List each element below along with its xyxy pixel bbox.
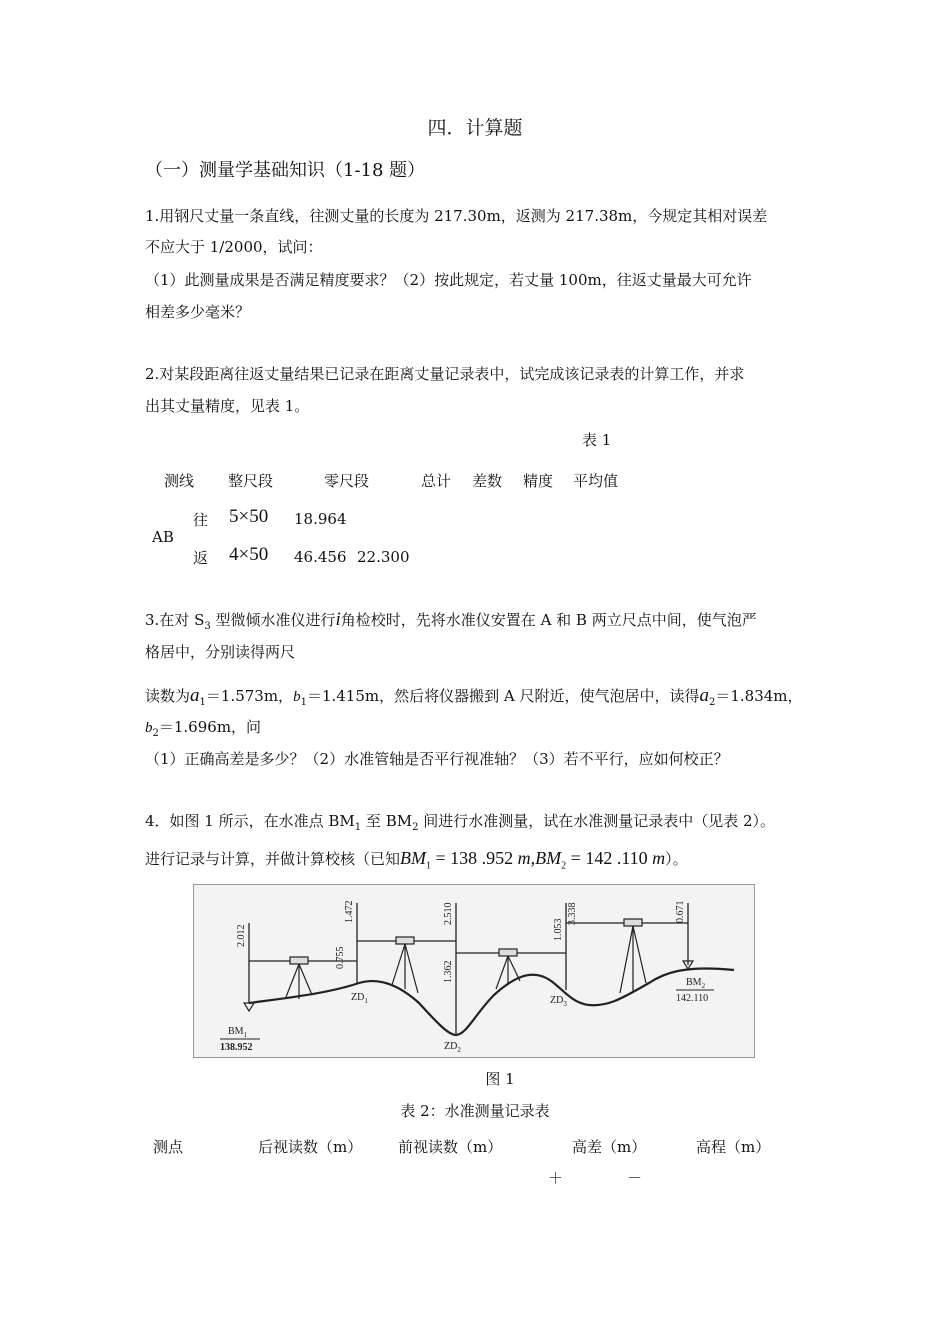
staff-reading: 0.755 — [335, 946, 346, 969]
table1-header-cell: 零尺段 — [324, 472, 370, 490]
table1-direction: 返 — [193, 549, 209, 567]
level-instrument-2 — [392, 937, 418, 993]
terrain-line — [249, 968, 734, 1035]
level-instrument-4 — [620, 919, 646, 993]
level-instrument-1 — [286, 957, 312, 999]
table1-line-name: AB — [152, 528, 174, 546]
zd3-label: $ZD_3$ — [550, 995, 567, 1008]
table1-header-cell: 整尺段 — [228, 472, 274, 490]
table2-header-cell: 高程（m） — [696, 1138, 771, 1156]
table1-part-length: 22.300 — [357, 548, 410, 566]
table1-whole-length: 4×50 — [229, 544, 269, 565]
table2-header-cell: 高差（m） — [572, 1138, 647, 1156]
zd2-label: $ZD_2$ — [444, 1041, 461, 1054]
staff-reading: 0.671 — [675, 900, 686, 923]
table1-caption: 表 1 — [582, 431, 612, 449]
staff-reading: 1.472 — [344, 900, 355, 923]
q3-line-5: （1）正确高差是多少？（2）水准管轴是否平行视准轴？（3）若不平行，应如何校正？ — [145, 750, 729, 768]
staff-reading: 2.012 — [236, 924, 247, 947]
page-title: 四．计算题 — [427, 117, 523, 139]
leveling-figure — [193, 884, 755, 1058]
q4-line-1: 4．如图 1 所示，在水准点 $BM_1$ 至 $BM_2$ 间进行水准测量，试在水准测量记录表中（见表 2）。 — [145, 812, 776, 833]
table1-direction: 往 — [193, 511, 209, 529]
q2-line-1: 2.对某段距离往返丈量结果已记录在距离丈量记录表中，试完成该记录表的计算工作，并求 — [145, 365, 745, 383]
zd1-label: $ZD_1$ — [351, 992, 368, 1005]
table2-header-cell: 前视读数（m） — [398, 1138, 503, 1156]
bm1-elevation: 138.952 — [220, 1042, 253, 1053]
table1-header-cell: 总计 — [421, 472, 452, 490]
staff-reading: 3.338 — [567, 902, 578, 925]
table1-header-cell: 差数 — [472, 472, 503, 490]
staff-reading: 1.362 — [443, 960, 454, 983]
staff-reading: 1.053 — [553, 918, 564, 941]
table2-caption: 表 2：水准测量记录表 — [400, 1102, 550, 1120]
table1-part-length: 46.456 — [294, 548, 347, 566]
bm1-label: $BM_1$ — [228, 1026, 248, 1039]
q3-line-2: 格居中，分别读得两尺 — [145, 643, 296, 661]
bm1-marker — [244, 1003, 254, 1011]
table1-header-cell: 精度 — [523, 472, 554, 490]
table1-whole-length: 5×50 — [229, 506, 269, 527]
q1-line-4: 相差多少毫米？ — [145, 303, 251, 321]
table1-header-cell: 测线 — [164, 472, 195, 490]
q4-formula: $BM_1 = 138$ .952 $m,BM_2 = 142$ .110 m — [400, 848, 666, 872]
q4-line-2: 进行记录与计算，并做计算校核（已知$BM_1 = 138$ .952 $m,BM_2 = 142$ .110 m）。 — [145, 848, 688, 872]
section-heading: （一）测量学基础知识（1-18 题） — [145, 160, 426, 181]
bm2-elevation: 142.110 — [676, 993, 709, 1004]
figure-caption: 图 1 — [485, 1070, 515, 1088]
q1-line-1: 1.用钢尺丈量一条直线，往测丈量的长度为 217.30m，返测为 217.38m，今规定其相对误差 — [145, 207, 768, 225]
q3-line-4: $b_2=1.696m$，问 — [145, 718, 262, 739]
q3-line-1: 3.在对 $S_3$ 型微倾水准仪进行i角检校时，先将水准仪安置在 A 和 B 两立尺点中间，使气泡严 — [145, 609, 757, 632]
table1-part-length: 18.964 — [294, 510, 347, 528]
level-instrument-3 — [496, 949, 520, 989]
table2-header-cell: 后视读数（m） — [258, 1138, 363, 1156]
staff-reading: 2.510 — [443, 902, 454, 925]
table2-subheader-minus: － — [627, 1169, 643, 1187]
table2-header-cell: 测点 — [153, 1138, 184, 1156]
table1-header-cell: 平均值 — [573, 472, 619, 490]
leveling-diagram — [194, 885, 754, 1057]
q1-line-3: （1）此测量成果是否满足精度要求？（2）按此规定，若丈量 100m，往返丈量最大可允许 — [145, 271, 752, 289]
q1-line-2: 不应大于 1/2000，试问： — [145, 238, 323, 256]
bm2-label: $BM_2$ — [686, 977, 706, 990]
q2-line-2: 出其丈量精度，见表 1。 — [145, 397, 310, 415]
q3-line-3: 读数为$a_1=1.573m$，$b_1=1.415m$，然后将仪器搬到 A 尺附近，使气泡居中，读得$a_2=1.834m$， — [145, 685, 803, 708]
table2-subheader-plus: ＋ — [548, 1169, 564, 1187]
